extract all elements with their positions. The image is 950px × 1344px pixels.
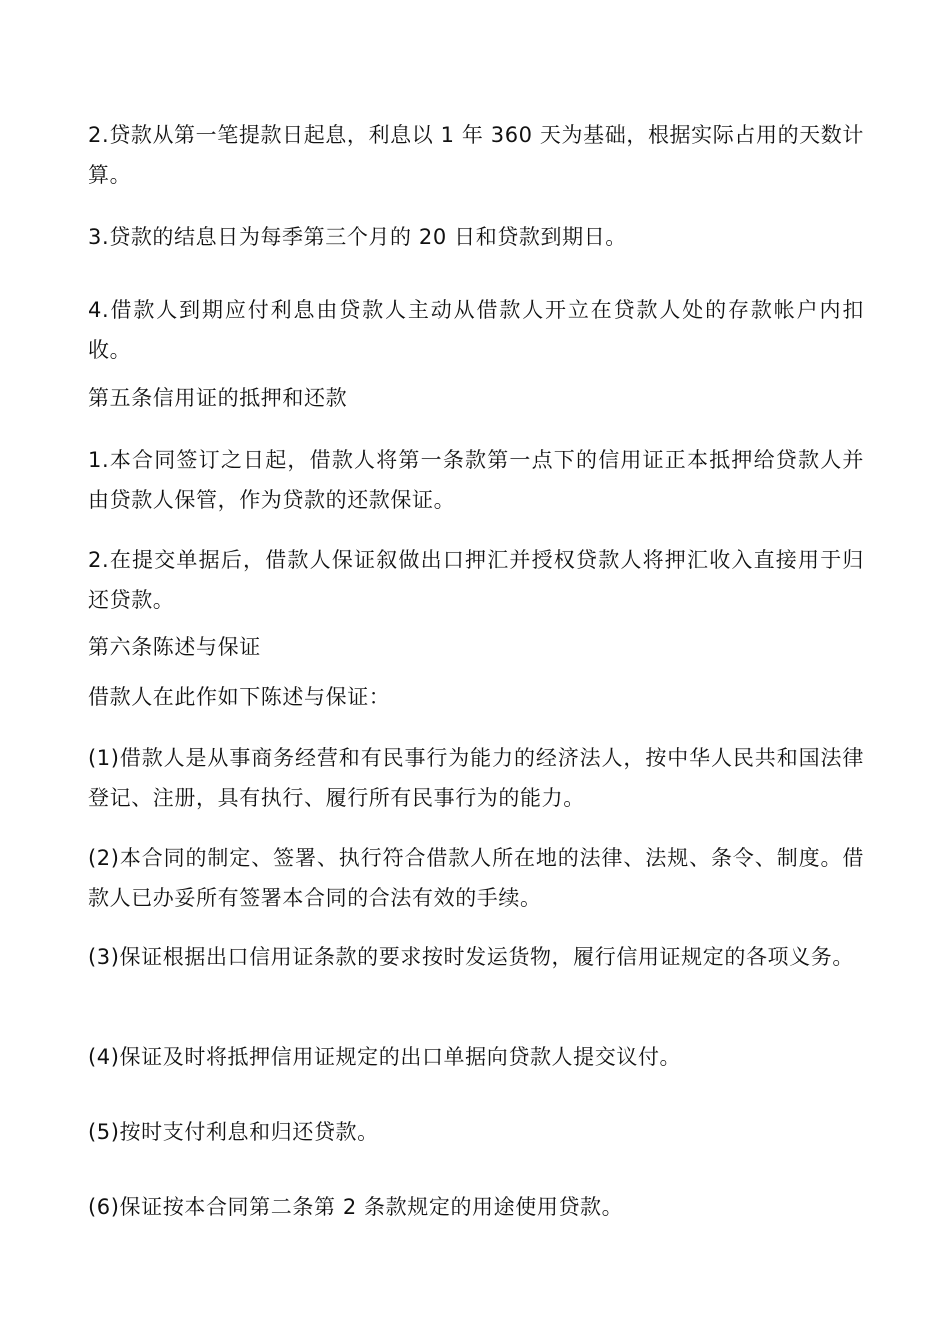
article-5-clause-2: 2.在提交单据后，借款人保证叙做出口押汇并授权贷款人将押汇收入直接用于归还贷款。 xyxy=(88,548,864,612)
representation-item-2: (2)本合同的制定、签署、执行符合借款人所在地的法律、法规、条令、制度。借款人已办妥所有签署本合同的合法有效的手续。 xyxy=(88,846,864,910)
clause-2-interest-calculation: 2.贷款从第一笔提款日起息，利息以 1 年 360 天为基础，根据实际占用的天数计算。 xyxy=(88,123,864,187)
representation-item-5: (5)按时支付利息和归还贷款。 xyxy=(88,1120,379,1144)
article-6-heading: 第六条陈述与保证 xyxy=(88,635,261,659)
clause-4-interest-deduction: 4.借款人到期应付利息由贷款人主动从借款人开立在贷款人处的存款帐户内扣收。 xyxy=(88,298,864,362)
representation-item-4: (4)保证及时将抵押信用证规定的出口单据向贷款人提交议付。 xyxy=(88,1045,682,1069)
representation-item-3: (3)保证根据出口信用证条款的要求按时发运货物，履行信用证规定的各项义务。 xyxy=(88,945,854,969)
article-5-heading: 第五条信用证的抵押和还款 xyxy=(88,386,348,410)
representation-item-1: (1)借款人是从事商务经营和有民事行为能力的经济法人，按中华人民共和国法律登记、注册，具有执行、履行所有民事行为的能力。 xyxy=(88,746,864,810)
clause-3-settlement-date: 3.贷款的结息日为每季第三个月的 20 日和贷款到期日。 xyxy=(88,225,627,249)
article-5-clause-1: 1.本合同签订之日起，借款人将第一条款第一点下的信用证正本抵押给贷款人并由贷款人保管，作为贷款的还款保证。 xyxy=(88,448,864,512)
representation-intro: 借款人在此作如下陈述与保证： xyxy=(88,685,391,709)
representation-item-6: (6)保证按本合同第二条第 2 条款规定的用途使用贷款。 xyxy=(88,1195,624,1219)
